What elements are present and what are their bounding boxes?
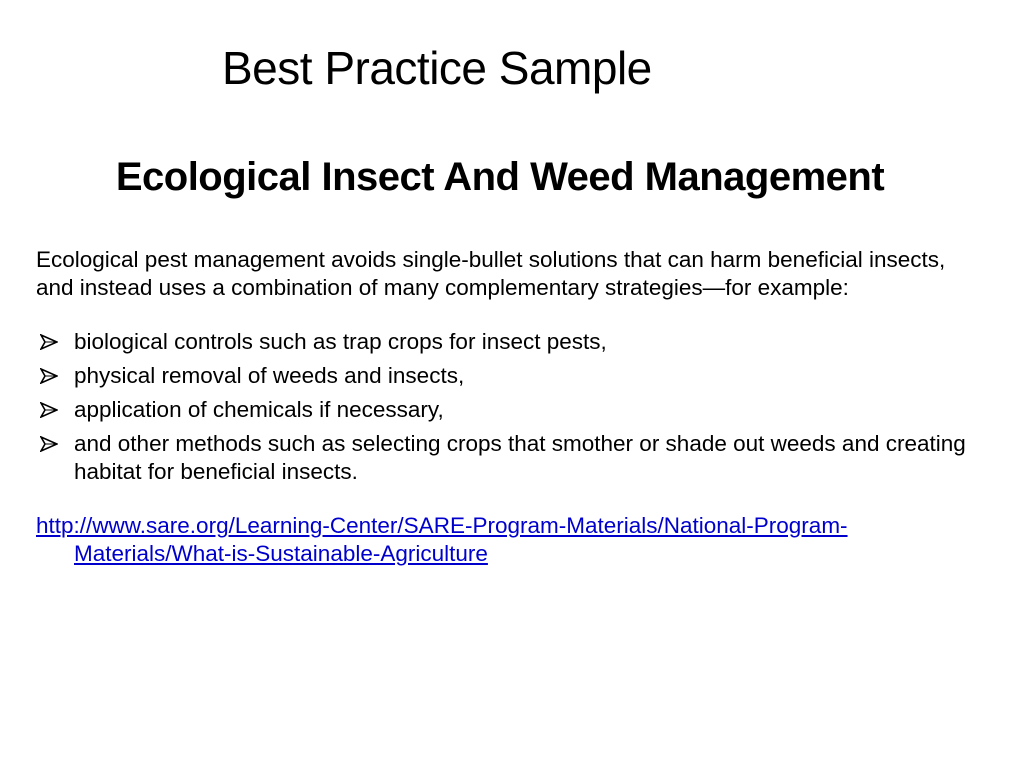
arrow-bullet-icon	[40, 334, 58, 350]
arrow-bullet-icon	[40, 402, 58, 418]
source-link-wrap	[36, 512, 976, 568]
bullet-text: physical removal of weeds and insects,	[74, 363, 465, 388]
bullet-item	[36, 430, 976, 486]
slide-title: Best Practice Sample	[222, 42, 652, 94]
bullet-list	[36, 328, 976, 486]
bullet-text: and other methods such as selecting crops that smother or shade out weeds and creating habitat for beneficial insects.	[74, 431, 966, 484]
arrow-bullet-icon	[40, 436, 58, 452]
bullet-text: application of chemicals if necessary,	[74, 397, 444, 422]
bullet-item	[36, 328, 976, 356]
intro-paragraph: Ecological pest management avoids single-bullet solutions that can harm beneficial insects, and instead uses a combination of many complementary strategies—for example:	[36, 247, 946, 300]
arrow-bullet-icon	[40, 368, 58, 384]
slide-subtitle: Ecological Insect And Weed Management	[115, 155, 885, 199]
source-link[interactable]: http://www.sare.org/Learning-Center/SARE-Program-Materials/National-Program-Materials/What-is-Sustainable-Agriculture	[36, 513, 848, 566]
bullet-text: biological controls such as trap crops for insect pests,	[74, 329, 607, 354]
bullet-item	[36, 362, 976, 390]
slide-body	[36, 246, 976, 568]
bullet-item	[36, 396, 976, 424]
